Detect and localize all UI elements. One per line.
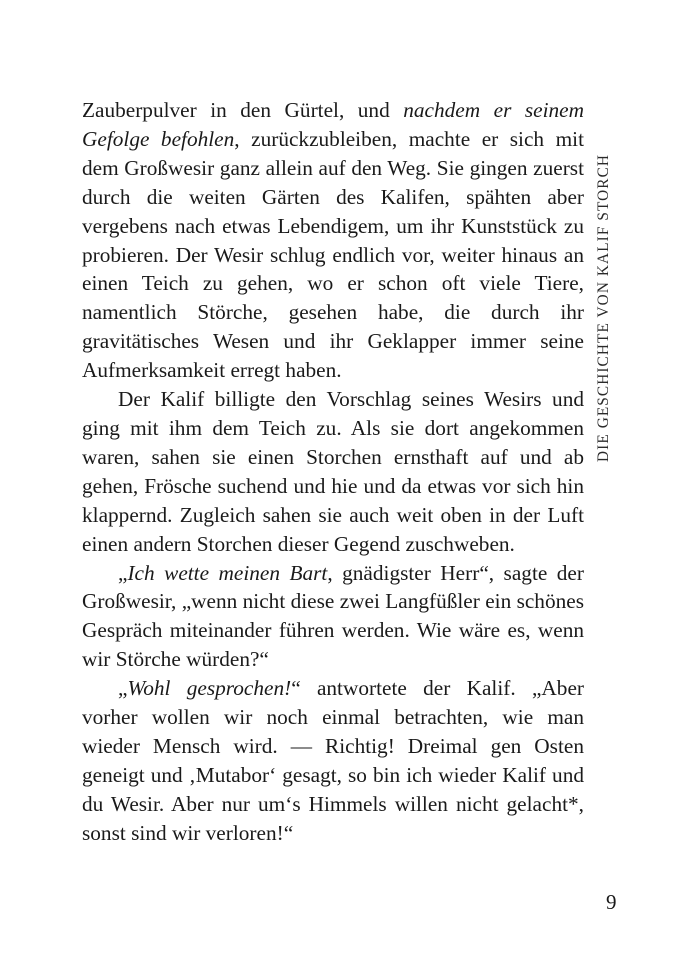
paragraph-1-rest: , zurückzubleiben, machte er sich mit dem Großwesir ganz allein auf den Weg. Sie gingen zuerst durch die weiten Gärten des Kalifen, spähten aber vergebens nach etwas Lebendigem, um ihr Kunststück zu probieren. Der Wesir schlug endlich vor, weiter hinaus an einen Teich zu gehen, wo er schon oft viele Tiere, namentlich Störche, gesehen habe, die durch ihr gravitätisches Wesen und ihr Geklapper immer seine Aufmerksamkeit erregt haben. [82,126,584,383]
running-head: DIE GESCHICHTE VON KALIF STORCH [595,153,612,462]
paragraph-4-rest: “ antwortete der Kalif. „Aber vorher wollen wir noch einmal betrachten, wie man wieder Mensch wird. — Richtig! Dreimal gen Osten geneigt und ‚Mutabor‘ gesagt, so bin ich wieder Kalif und du Wesir. Aber nur um‘s Himmels willen nicht gelacht*, sonst sind wir verloren!“ [82,676,584,845]
body-text [82,96,584,848]
paragraph-3-open-quote: „ [118,560,128,585]
paragraph-3-italic: Ich wette meinen Bart [127,560,328,585]
paragraph-1-start: Zauberpulver in den Gürtel, und [82,98,404,122]
paragraph-2: Der Kalif billigte den Vorschlag seines Wesirs und ging mit ihm dem Teich zu. Als sie dort angekommen waren, sahen sie einen Storchen ernsthaft auf und ab gehen, Frösche suchend und hie und da etwas vor sich hin klappernd. Zugleich sahen sie auch weit oben in der Luft einen andern Storchen dieser Gegend zuschweben. [82,387,584,556]
paragraph-1 [82,96,584,385]
paragraph-4-open-quote: „ [118,676,128,701]
paragraph-3 [82,559,584,675]
page-number: 9 [606,890,617,914]
paragraph-4-italic: Wohl gesprochen! [127,676,292,701]
paragraph-1-italic: nachdem er seinem Gefolge befohlen [82,98,585,151]
paragraph-4 [82,674,584,847]
paragraph-3-rest: , gnädigster Herr“, sagte der Großwesir, „wenn nicht diese zwei Langfüßler ein schönes Gespräch miteinander führen werden. Wie wäre es, wenn wir Störche würden?“ [82,560,584,672]
